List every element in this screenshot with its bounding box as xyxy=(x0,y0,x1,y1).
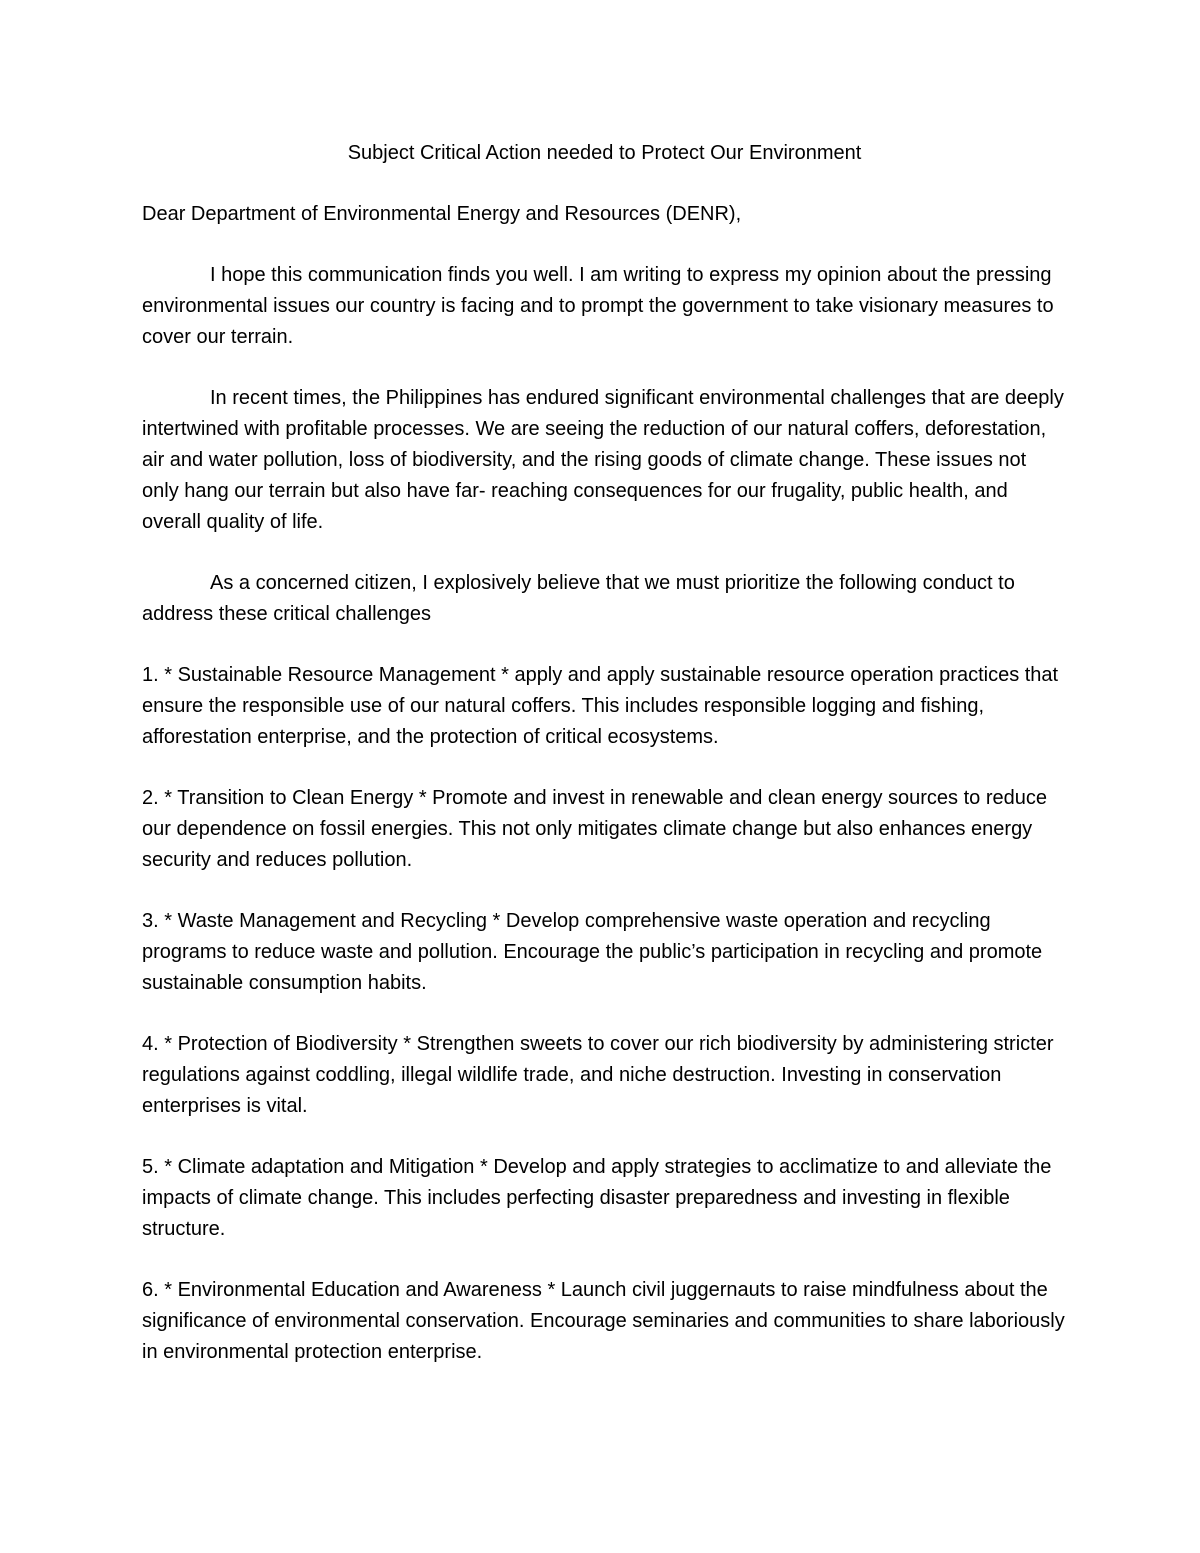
subject-line: Subject Critical Action needed to Protect Our Environment xyxy=(347,142,862,164)
list-item-waste-management: 3. * Waste Management and Recycling * Develop comprehensive waste operation and recycling programs to reduce waste and pollution. Encourage the public’s participation in recycling and promote sustainable consumption habits. xyxy=(142,910,1043,994)
letter-page xyxy=(142,138,1067,1398)
paragraph-priorities: As a concerned citizen, I explosively believe that we must prioritize the following conduct to address these critical challenges xyxy=(142,572,1015,625)
list-item-clean-energy: 2. * Transition to Clean Energy * Promote and invest in renewable and clean energy sources to reduce our dependence on fossil energies. This not only mitigates climate change but also enhances energy security and reduces pollution. xyxy=(142,787,1047,871)
list-item-resource-management: 1. * Sustainable Resource Management * apply and apply sustainable resource operation practices that ensure the responsible use of our natural coffers. This includes responsible logging and fishing, afforestation enterprise, and the protection of critical ecosystems. xyxy=(142,664,1059,748)
paragraph-challenges: In recent times, the Philippines has endured significant environmental challenges that are deeply intertwined with profitable processes. We are seeing the reduction of our natural coffers, deforestation, air and water pollution, loss of biodiversity, and the rising goods of climate change. These issues not only hang our terrain but also have far- reaching consequences for our frugality, public health, and overall quality of life. xyxy=(142,387,1064,533)
list-item-biodiversity: 4. * Protection of Biodiversity * Strengthen sweets to cover our rich biodiversity by administering stricter regulations against coddling, illegal wildlife trade, and niche destruction. Investing in conservation enterprises is vital. xyxy=(142,1033,1054,1117)
paragraph-intro: I hope this communication finds you well. I am writing to express my opinion about the pressing environmental issues our country is facing and to prompt the government to take visionary measures to cover our terrain. xyxy=(142,264,1054,348)
salutation: Dear Department of Environmental Energy and Resources (DENR), xyxy=(142,203,742,225)
list-item-environmental-education: 6. * Environmental Education and Awareness * Launch civil juggernauts to raise mindfulness about the significance of environmental conservation. Encourage seminaries and communities to share laboriously in environmental protection enterprise. xyxy=(142,1279,1065,1363)
list-item-climate-adaptation: 5. * Climate adaptation and Mitigation * Develop and apply strategies to acclimatize to and alleviate the impacts of climate change. This includes perfecting disaster preparedness and investing in flexible structure. xyxy=(142,1156,1052,1240)
